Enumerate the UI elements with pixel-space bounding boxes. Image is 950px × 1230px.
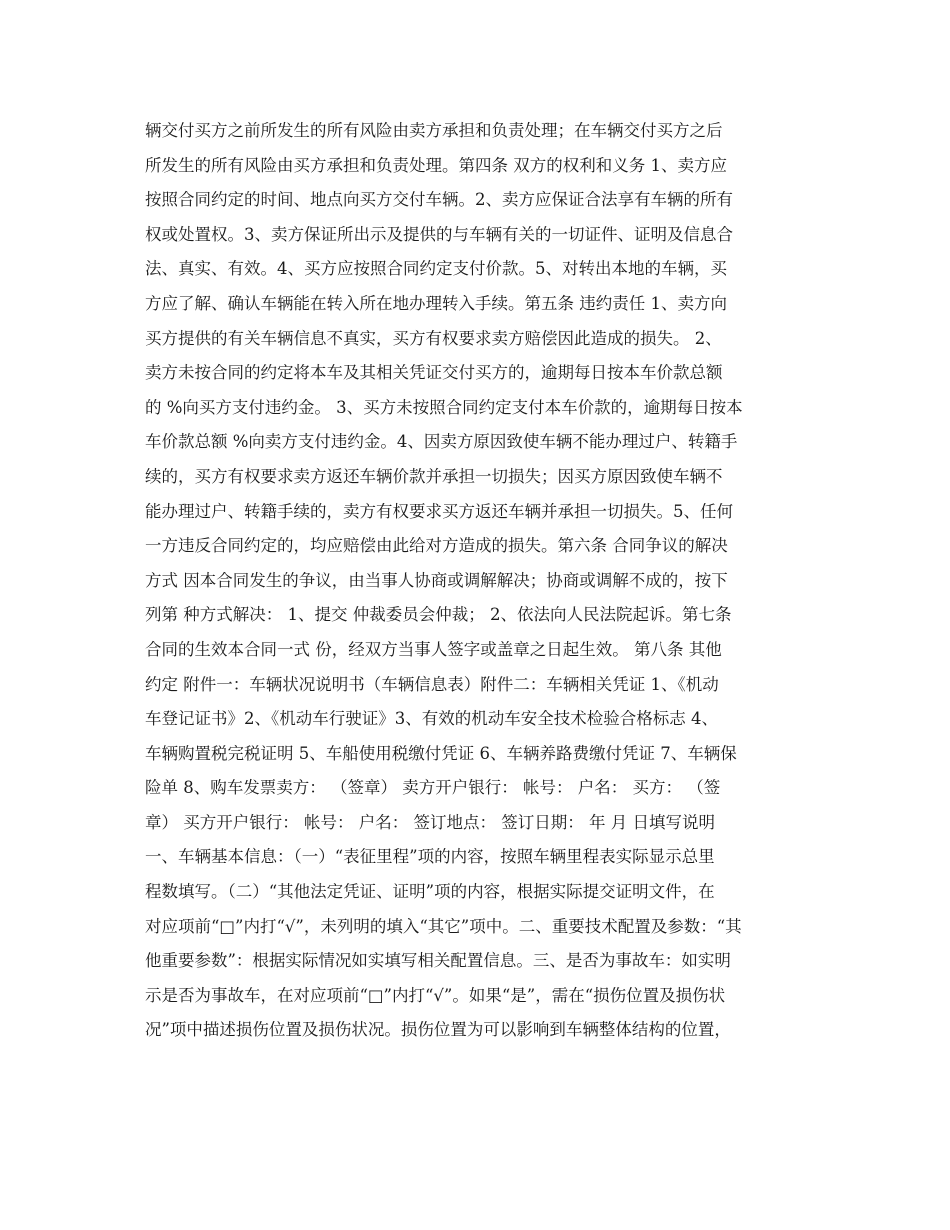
- text-line: 对应项前“□”内打“√”，未列明的填入“其它”项中。二、重要技术配置及参数：“其: [145, 916, 742, 936]
- text-line: 车登记证书》2、《机动车行驶证》3、有效的机动车安全技术检验合格标志 4、: [145, 709, 718, 729]
- text-line: 一方违反合同约定的，均应赔偿由此给对方造成的损失。第六条 合同争议的解决: [145, 536, 728, 556]
- text-line: 所发生的所有风险由买方承担和负责处理。第四条 双方的权利和义务 1、卖方应: [145, 155, 727, 175]
- text-line: 车辆购置税完税证明 5、车船使用税缴付凭证 6、车辆养路费缴付凭证 7、车辆保: [145, 743, 737, 763]
- text-line: 程数填写。（二）“其他法定凭证、证明”项的内容，根据实际提交证明文件，在: [145, 882, 715, 902]
- text-line: 他重要参数”：根据实际情况如实填写相关配置信息。三、是否为事故车：如实明: [145, 951, 731, 971]
- text-line: 况”项中描述损伤位置及损伤状况。损伤位置为可以影响到车辆整体结构的位置，: [145, 1020, 731, 1040]
- text-line: 一、车辆基本信息：（一）“表征里程”项的内容，按照车辆里程表实际显示总里: [145, 847, 715, 867]
- contract-text-block: [145, 114, 805, 1048]
- text-line: 辆交付买方之前所发生的所有风险由卖方承担和负责处理；在车辆交付买方之后: [145, 121, 723, 140]
- text-line: 约定 附件一：车辆状况说明书（车辆信息表）附件二：车辆相关凭证 1、《机动: [145, 674, 719, 694]
- text-line: 车价款总额 %向卖方支付违约金。4、因卖方原因致使车辆不能办理过户、转籍手: [145, 432, 738, 452]
- text-line: 合同的生效本合同一式 份，经双方当事人签字或盖章之日起生效。 第八条 其他: [145, 639, 722, 659]
- text-line: 列第 种方式解决： 1、提交 仲裁委员会仲裁； 2、依法向人民法院起诉。第七条: [145, 605, 732, 625]
- text-line: 买方提供的有关车辆信息不真实，买方有权要求卖方赔偿因此造成的损失。 2、: [145, 328, 722, 348]
- text-line: 法、真实、有效。4、买方应按照合同约定支付价款。5、对转出本地的车辆，买: [145, 259, 727, 279]
- text-line: 卖方未按合同的约定将本车及其相关凭证交付买方的，逾期每日按本车价款总额: [145, 363, 723, 383]
- text-line: 续的，买方有权要求卖方返还车辆价款并承担一切损失；因买方原因致使车辆不: [145, 466, 723, 486]
- text-line: 示是否为事故车，在对应项前“□”内打“√”。如果“是”，需在“损伤位置及损伤状: [145, 985, 726, 1005]
- text-line: 方式 因本合同发生的争议，由当事人协商或调解解决；协商或调解不成的，按下: [145, 570, 728, 590]
- text-line: 的 %向买方支付违约金。 3、买方未按照合同约定支付本车价款的，逾期每日按本: [145, 397, 743, 417]
- text-line: 方应了解、确认车辆能在转入所在地办理转入手续。第五条 违约责任 1、卖方向: [145, 293, 727, 313]
- text-line: 权或处置权。3、卖方保证所出示及提供的与车辆有关的一切证件、证明及信息合: [145, 224, 733, 244]
- text-line: 能办理过户、转籍手续的，卖方有权要求买方返还车辆并承担一切损失。5、任何: [145, 501, 733, 521]
- text-line: 险单 8、购车发票卖方： （签章） 卖方开户银行： 帐号： 户名： 买方： （签: [145, 778, 721, 798]
- text-line: 章） 买方开户银行： 帐号： 户名： 签订地点： 签订日期： 年 月 日填写说明: [145, 812, 715, 832]
- text-line: 按照合同约定的时间、地点向买方交付车辆。2、卖方应保证合法享有车辆的所有: [145, 190, 733, 210]
